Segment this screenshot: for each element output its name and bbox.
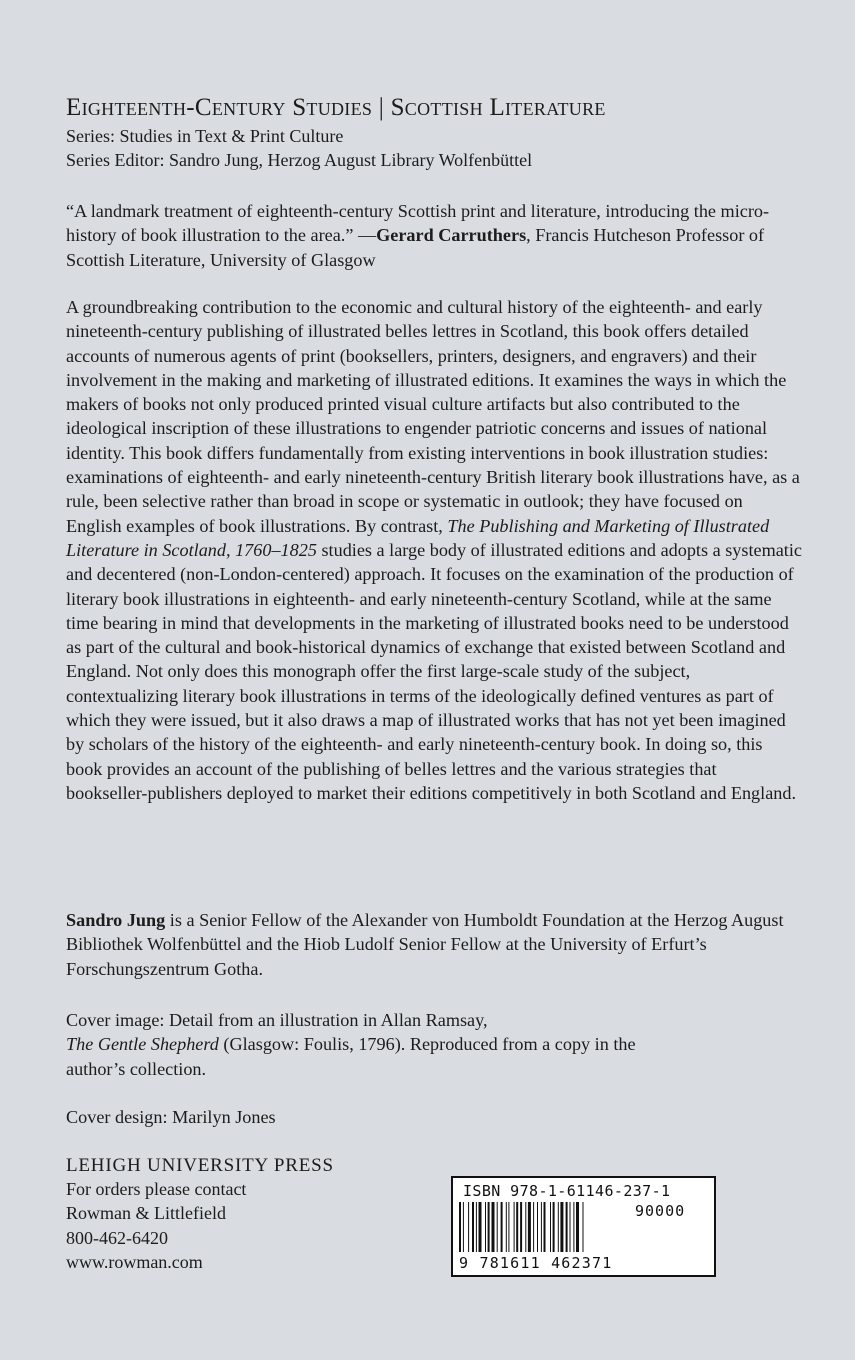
order-contact: For orders please contact	[66, 1179, 247, 1199]
barcode-digits: 9 781611 462371	[459, 1254, 613, 1272]
barcode-bar	[570, 1202, 571, 1252]
barcode-bar	[541, 1202, 542, 1252]
barcode-bar	[492, 1202, 495, 1252]
barcode-bar	[558, 1202, 559, 1252]
cover-design-credit: Cover design: Marilyn Jones	[66, 1107, 276, 1127]
barcode-bar	[573, 1202, 574, 1252]
series-editor: Series Editor: Sandro Jung, Herzog August Library Wolfenbüttel	[66, 150, 533, 170]
cover-credit-prefix: Cover image: Detail from an illustration in Allan Ramsay,	[66, 1010, 488, 1030]
barcode-bar	[553, 1202, 555, 1252]
barcode-bar	[459, 1202, 461, 1252]
isbn-label: ISBN 978-1-61146-237-1	[463, 1182, 671, 1200]
cover-credit-suffix: (Glasgow: Foulis, 1796). Reproduced from a copy in the author’s collection.	[66, 1034, 636, 1079]
quote-affiliation: , Francis Hutcheson Professor of Scottish Literature, University of Glasgow	[66, 225, 765, 270]
quote-author: Gerard Carruthers	[376, 225, 527, 246]
barcode-bar	[533, 1202, 534, 1252]
quote-text: “A landmark treatment of eighteenth-century Scottish print and literature, introducing the micro-history of book illustration to the area.” —	[66, 201, 770, 246]
barcode-bar	[506, 1202, 507, 1252]
distributor-name: Rowman & Littlefield	[66, 1203, 226, 1223]
author-bio	[66, 908, 802, 981]
cover-image-credit	[66, 1008, 666, 1081]
barcode-bar	[550, 1202, 551, 1252]
book-description	[66, 295, 802, 805]
isbn-barcode	[451, 1176, 716, 1277]
barcode-bars	[457, 1202, 627, 1254]
endorsement-quote	[66, 199, 802, 272]
book-title: The Publishing and Marketing of Illustrated Literature in Scotland, 1760–1825	[66, 515, 770, 560]
author-bio-text: is a Senior Fellow of the Alexander von Humboldt Foundation at the Herzog August Bibliothek Wolfenbüttel and the Hiob Ludolf Senior Fellow at the University of Erfurt’s Forschungszentrum Gotha.	[66, 910, 784, 979]
barcode-bar	[508, 1202, 509, 1252]
barcode-bar	[516, 1202, 518, 1252]
barcode-bar	[583, 1202, 584, 1252]
barcode-bar	[537, 1202, 538, 1252]
barcode-bar	[479, 1202, 482, 1252]
series-heading: Eighteenth-Century Studies | Scottish Literature	[66, 94, 606, 121]
phone-number: 800-462-6420	[66, 1228, 168, 1248]
description-part-1: A groundbreaking contribution to the economic and cultural history of the eighteenth- and early nineteenth-century publishing of illustrated belles lettres in Scotland, this book offers detailed accounts of numerous agents of print (booksellers, printers, designers, and engravers) and their involvement in the making and marketing of illustrated editions. It examines the ways in which the makers of books not only produced printed visual culture artifacts but also contributed to the ideological inscription of these illustrations to engender patriotic concerns and issues of national identity. This book differs fundamentally from existing interventions in book illustration studies: examinations of eighteenth- and early nineteenth-century British literary book illustrations have, as a rule, been selective rather than broad in scope or systematic in outlook; they have focused on English examples of book illustrations. By contrast,	[66, 297, 800, 536]
description-part-2: studies a large body of illustrated editions and adopts a systematic and decentered (non-London-centered) approach. It focuses on the examination of the production of literary book illustrations in eighteenth- and early nineteenth-century Scotland, while at the same time bearing in mind that developments in the marketing of illustrated books need to be understood as part of the cultural and book-historical dynamics of exchange that existed between Scotland and England. Not only does this monograph offer the first large-scale study of the subject, contextualizing literary book illustrations in terms of the ideologically defined ventures as part of which they were issued, but it also draws a map of illustrated works that has not yet been imagined by scholars of the history of the eighteenth- and early nineteenth-century book. In doing so, this book provides an account of the publishing of belles lettres and the various strategies that bookseller-publishers deployed to market their editions competitively in both Scotland and England.	[66, 539, 802, 803]
barcode-bar	[501, 1202, 503, 1252]
barcode-bar	[525, 1202, 526, 1252]
publisher-name: LEHIGH UNIVERSITY PRESS	[66, 1155, 334, 1176]
barcode-bar	[463, 1202, 464, 1252]
barcode-bar	[576, 1202, 579, 1252]
cover-artwork-title: The Gentle Shepherd	[66, 1034, 219, 1055]
barcode-bar	[560, 1202, 563, 1252]
barcode-bar	[520, 1202, 522, 1252]
barcode-bar	[566, 1202, 568, 1252]
author-name: Sandro Jung	[66, 910, 166, 930]
series-name: Series: Studies in Text & Print Culture	[66, 126, 344, 146]
barcode-bar	[472, 1202, 474, 1252]
barcode-bar	[468, 1202, 469, 1252]
barcode-bar	[514, 1202, 515, 1252]
barcode-bar	[476, 1202, 477, 1252]
barcode-bar	[497, 1202, 498, 1252]
website: www.rowman.com	[66, 1252, 203, 1272]
barcode-bar	[488, 1202, 490, 1252]
price-code: 90000	[635, 1202, 686, 1220]
barcode-bar	[485, 1202, 486, 1252]
barcode-bar	[528, 1202, 531, 1252]
barcode-bar	[544, 1202, 546, 1252]
